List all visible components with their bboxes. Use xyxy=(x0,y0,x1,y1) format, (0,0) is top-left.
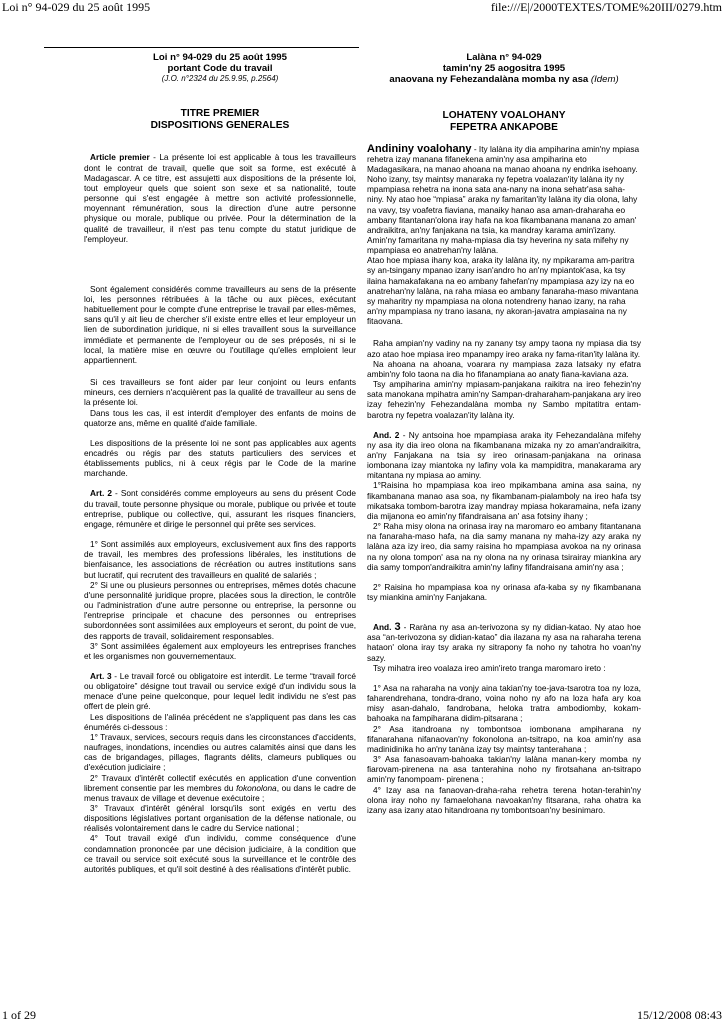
paragraph: 1° Asa na raharaha na vonjy aina takian'ny toe-java-tsarotra toa ny loza, faharendrehana, tondra-drano, voina noho ny afo na loza hafa ary koa misy asan-dahalo, fandrobana, heloka tratra ambodiomby, kokam-bahoaka na fampiharana didim-pitsarana ; xyxy=(367,682,641,724)
paragraph: 1°Raisina ho mpampiasa koa ireo mpikambana amina asa saina, ny fikambanana manao asa soa, ny fikambanam-pialamboly na ireo hafa tsy mikatsaka tombom-barotra izay mandray mpiasa hokaramaina, nefa izany dia mijanona eo amin'ny fifandraisana an' asa fotsiny ihany ; xyxy=(367,480,641,521)
article-2-paragraph: Art. 2 - Sont considérés comme employeurs au sens du présent Code du travail, toute personne physique ou morale, publique ou privée et toute entreprise, publique ou collective, qui, assurant les risques financiers, engage, rémunère et dirige le personnel qui prête ses services. xyxy=(84,488,356,529)
article-3-paragraph: Art. 3 - Le travail forcé ou obligatoire est interdit. Le terme “travail forcé ou obligatoire” désigne tout travail ou service exigé d'un individu sous la menace d'une peine quelconque, pour lequel ledit individu ne s'est pas offert de plein gré. xyxy=(84,670,356,712)
law-subject: anaovana ny Fehezandalàna momba ny asa (Idem) xyxy=(389,74,619,86)
malagasy-column xyxy=(367,52,641,815)
law-subject: portant Code du travail xyxy=(167,63,273,75)
article-1-paragraph: Andininy voalohany - Ity lalàna ity dia ampiharina amin'ny mpiasa rehetra izay manana fifanekena amin'ny asa ampiharina eto Madagasikara, na manao ahoana na manao ahoana ny endrika isehoany. Noho izany, tsy maintsy manaraka ny fepetra voalazan'ity lalàna ity ny mpampiasa rehetra na inona sata ana-nany na inona sehatr'asa saha-niny. Ny atao hoe “mpiasa” araka ny famaritan'ity lalàna ity dia olona, lahy na vavy, tsy voafetra fiaviana, manaiky hanao asa aman-draharaha eo ambany fitantanan'olona iray hafa na koa fikambanana manana zo aman' andraikitra, an'ny fanjakana na tsia, ka mandray karama amin'izany. Amin'ny famaritana ny maha-mpiasa dia tsy heverina ny sata mifehy ny mpampiasa eo anatrehan'ny lalàna. xyxy=(367,142,640,256)
paragraph: Tsy mihatra ireo voalaza ireo amin'ireto tranga maromaro ireto : xyxy=(373,662,606,673)
paragraph: 1° Travaux, services, secours requis dans les circonstances d'accidents, naufrages, inondations, incendies ou autres calamités ainsi que dans les cas de brigandages, pillages, flagrants délits, clameurs publiques ou d'exécution judiciaire ; xyxy=(84,731,356,773)
article-1-label: Article premier xyxy=(90,152,150,163)
title-heading: LOHATENY VOALOHANY xyxy=(442,109,566,121)
paragraph: Tsy ampiharina amin'ny mpiasam-panjakana raikitra na ireo fehezin'ny sata manokana mpihatra amin'ny Sampan-draharaham-panjakana ary ireo izay fehezin'ny Fehezandalàna momba ny Sambo mpitatitra entam-barotra ny fepetra voalazan'ity lalàna ity. xyxy=(367,379,641,420)
law-date: tamin'ny 25 aogositra 1995 xyxy=(442,63,566,75)
journal-reference: (J.O. n°2324 du 25.9.95, p.2564) xyxy=(161,74,279,84)
article-1-label: Andininy voalohany xyxy=(367,142,472,155)
article-3-label: And. 3 xyxy=(373,621,401,634)
paragraph: 2° Si une ou plusieurs personnes ou entreprises, mêmes dotés chacune d'une personnalité juridique propre, placées sous la direction, le contrôle ou l'administration d'une autre personne ou entreprise, la personne ou l'entreprise principale et chacune des personnes ou entreprises subordonnées sont assimilées aux employeurs et seront, du point de vue, des rapports de travail, solidairement responsables. xyxy=(84,579,356,641)
article-2-label: Art. 2 xyxy=(90,488,112,499)
section-heading: DISPOSITIONS GENERALES xyxy=(150,120,290,132)
title-heading: TITRE PREMIER xyxy=(180,108,260,120)
paragraph: Les dispositions de la présente loi ne sont pas applicables aux agents encadrés ou régis par des statuts particuliers des services et établissements publics, ni à ceux régis par le Code de la marine marchande. xyxy=(84,437,356,479)
paragraph: 2° Travaux d'intérêt collectif exécutés en application d'une convention librement consentie par les membres du fokonolona, ou dans le cadre de menus travaux de village et devenue exécutoire ; xyxy=(84,772,357,803)
paragraph: Atao hoe mpiasa ihany koa, araka ity lalàna ity, ny mpikarama am-paritra sy an-tsingany mpanao izany isan'andro ho an'ny mpiantok'asa, ka tsy ilaina hamakafakana na eo ambany fahefan'ny mpampiasa azy izy na eo anatrehan'ny lalàna, na raha miasa eo ambany fanaraha-maso mivantana sy maharitry ny mpampiasa na olona notendreny hanao izany, na raha an'ny mpampiasa ny trano iasana, ny akoran-javatra ampiasaina na ny fitaovana. xyxy=(367,255,639,327)
law-title: Lalàna n° 94-029 xyxy=(466,52,542,63)
paragraph: 2° Raha misy olona na orinasa iray na maromaro eo ambany fitantanana na fanaraha-maso hafa, na dia samy manana ny maha-izy azy araka ny lalàna aza izy ireo, dia samy raisina ho mpampiasa avokoa na ny orinasa na ny olona tompon' asa na ny olona na ny orinasa tsirairay miankina ary dia samy tompon'andraikitra amin'ny lafiny fifandraisana amin'ny asa ; xyxy=(367,521,641,572)
article-2-label: And. 2 xyxy=(373,429,400,440)
paragraph: 2° Raisina ho mpampiasa koa ny orinasa afa-kaba sy ny fikambanana tsy miankina amin'ny Fanjakana. xyxy=(367,581,641,603)
paragraph: Na ahoana na ahoana, voarara ny mampiasa zaza latsaky ny efatra ambin'ny folo taona na dia ho fifanampiana ao anaty fiana-kaviana aza. xyxy=(367,358,641,379)
article-2-paragraph: And. 2 - Ny antsoina hoe mpampiasa araka ity Fehezandalàna mifehy ny asa ity dia ireo olona na fikambanana mizaka ny zo aman'andraikitra, an'ny Fanjakana na tsia sy ireo orinasam-panjakana na orinasa iombonana izay miantoka ny lafiny vola ka mampiditra, manakarama ary mitantana ny mpiasa ao aminy. xyxy=(367,429,641,481)
paragraph: Sont également considérés comme travailleurs au sens de la présente loi, les personnes rétribuées à la tâche ou aux pièces, exécutant habituellement pour le compte d'une entreprise le travail par elles-mêmes, sans qu'il y ait lieu de chercher s'il existe entre elles et leur employeur un lien de subordination juridique, ni si elles travaillent sous la surveillance immédiate et permanente de l'employeur ou de ses préposés, ni si le local, la matière mise en œuvre ou l'outillage qu'elles emploient leur appartiennent. xyxy=(84,283,356,365)
browser-header-url: file:///E|/2000TEXTES/TOME%20III/0279.htm xyxy=(490,0,722,14)
page-counter: 1 of 29 xyxy=(2,1008,36,1022)
paragraph: 3° Sont assimilées également aux employeurs les entreprises franches et les organismes non gouvernementaux. xyxy=(84,640,356,661)
browser-header-title: Loi n° 94-029 du 25 août 1995 xyxy=(2,0,151,14)
article-3-label: Art. 3 xyxy=(90,670,112,681)
paragraph: 1° Sont assimilés aux employeurs, exclusivement aux fins des rapports de travail, les membres des professions libérales, les institutions de bienfaisance, les associations de récréation ou autres institutions sans but lucratif, qui recrutent des travailleurs en qualité de salariés ; xyxy=(84,539,356,580)
law-title: Loi n° 94-029 du 25 août 1995 xyxy=(153,52,287,63)
paragraph: Les dispositions de l'alinéa précédent ne s'appliquent pas dans les cas énumérés ci-dessous : xyxy=(84,711,356,732)
paragraph: 2° Asa itandroana ny tombontsoa iombonana ampiharana ny fifanarahana nifanaovan'ny fokonolona an-tsitrapo, na koa amin'ny asa madinidinika ho an'ny tanàna izay tsy maintsy tanterahana ; xyxy=(367,723,641,754)
title-divider xyxy=(44,47,359,48)
article-3-paragraph: And. 3 - Raràna ny asa an-terivozona sy ny didian-katao. Ny atao hoe asa “an-terivozona sy didian-katao” dia ilazana ny asa na raharaha terena hataon' olona iray tsy araka ny sitrapony fa noho ny tahotra ho voan'ny sazy. xyxy=(367,621,641,663)
article-1-paragraph: Article premier - La présente loi est applicable à tous les travailleurs dont le contrat de travail, quelle que soit sa forme, est exécuté à Madagascar. A ce titre, est assujetti aux dispositions de la présente loi, tout employeur quels que soient son sexe et sa nationalité, toute personne qui s'est engagée à mettre son activité professionnelle, moyennant rémunération, sous la direction d'une autre personne physique ou morale, publique ou privée. Pour la détermination de la qualité de travailleur, il n'est pas tenu compte du statut juridique de l'employeur. xyxy=(84,152,356,244)
paragraph: 3° Travaux d'intérêt général lorsqu'ils sont exigés en vertu des dispositions législatives portant organisation de la défense nationale, ou réalisés volontairement dans le cadre du Service national ; xyxy=(84,803,356,834)
paragraph: 4° Tout travail exigé d'un individu, comme conséquence d'une condamnation prononcée par une décision judiciaire, à la condition que ce travail ou service soit exécuté sous la surveillance et le contrôle des autorités publiques, et qu'il soit destiné à des réalisations d'intérêt public. xyxy=(84,833,356,874)
paragraph: 4° Izay asa na fanaovan-draha-raha rehetra terena hotan-terahin'ny olona iray noho ny famaelohana navoakan'ny fitsarana, raha ohatra ka izany asa izany atao hitandroana ny tombontsoan'ny besinimaro. xyxy=(367,784,641,815)
paragraph: 3° Asa fanasoavam-bahoaka takian'ny lalàna manan-kery momba ny fiarovam-pirenena na asa tanterahina noho ny firotsahana an-tsitrapo amin'ny fanompoam- pirenena ; xyxy=(367,754,641,785)
section-heading: FEPETRA ANKAPOBE xyxy=(450,121,558,133)
print-datetime: 15/12/2008 08:43 xyxy=(636,1008,722,1022)
paragraph: Raha ampian'ny vadiny na ny zanany tsy ampy taona ny mpiasa dia tsy azo atao hoe mpiasa ireo mpanampy ireo araka ny fama-ritan'ity lalàna ity. xyxy=(367,338,641,359)
french-column xyxy=(84,52,356,874)
paragraph: Si ces travailleurs se font aider par leur conjoint ou leurs enfants mineurs, ces derniers n'acquièrent pas la qualité de travailleur au sens de la présente loi. xyxy=(84,377,356,408)
paragraph: Dans tous les cas, il est interdit d'employer des enfants de moins de quatorze ans, même en qualité d'aide familiale. xyxy=(84,407,356,428)
